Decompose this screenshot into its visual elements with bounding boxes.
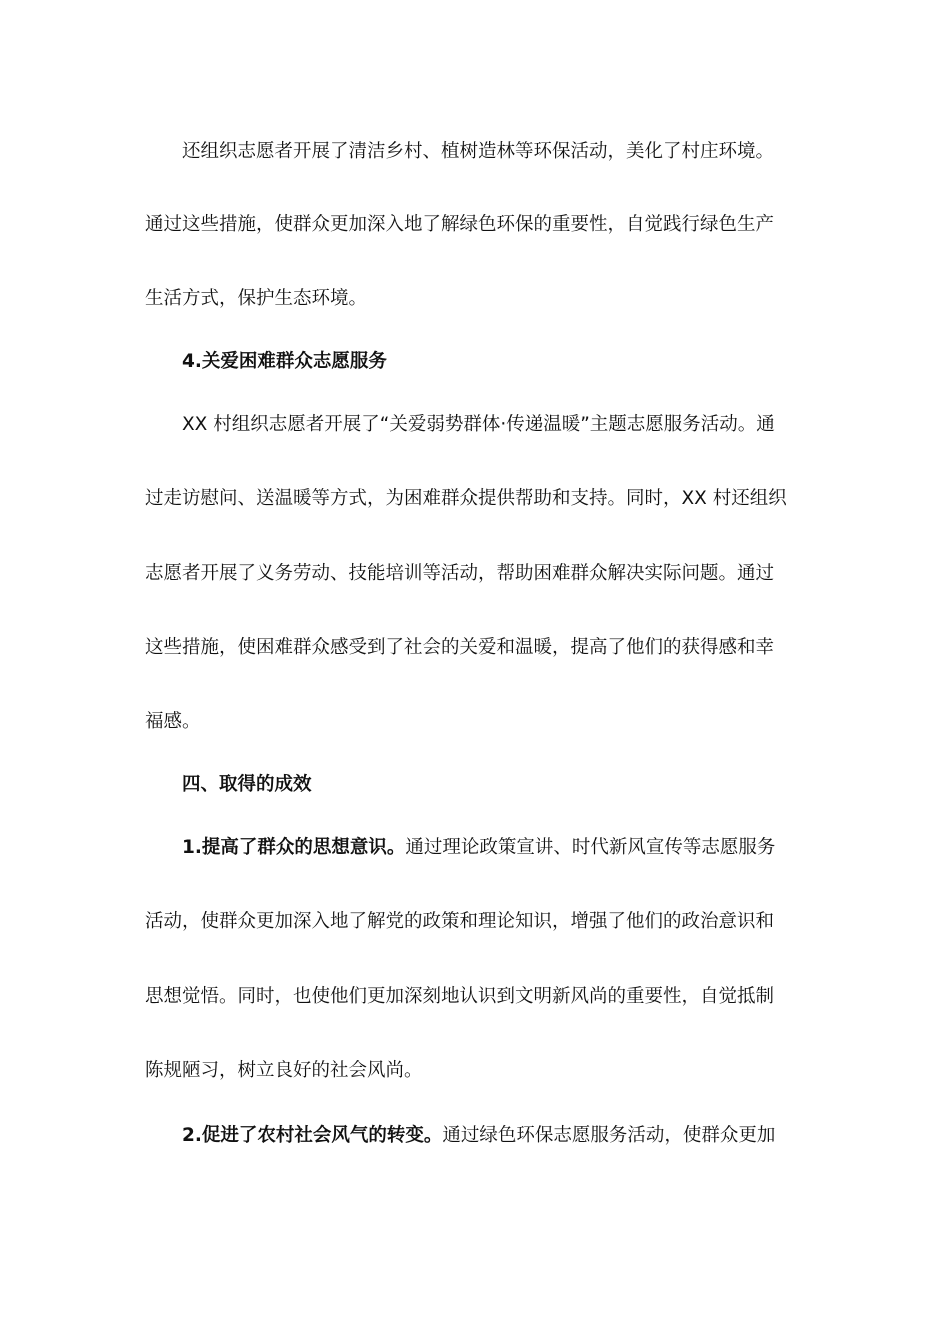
lead-phrase: 2.促进了农村社会风气的转变。 <box>182 1125 443 1146</box>
paragraph-line: 通过这些措施，使群众更加深入地了解绿色环保的重要性，自觉践行绿色生产 <box>145 214 775 235</box>
paragraph-line: 志愿者开展了义务劳动、技能培训等活动，帮助困难群众解决实际问题。通过 <box>145 563 775 584</box>
paragraph-line: 还组织志愿者开展了清洁乡村、植树造林等环保活动，美化了村庄环境。 <box>182 141 775 162</box>
paragraph-line <box>182 1124 810 1150</box>
line-text: 通过理论政策宣讲、时代新风宣传等志愿服务 <box>405 837 776 858</box>
paragraph-line: 福感。 <box>145 711 201 732</box>
paragraph-line: 思想觉悟。同时，也使他们更加深刻地认识到文明新风尚的重要性，自觉抵制 <box>145 986 775 1007</box>
lead-phrase: 1.提高了群众的思想意识。 <box>182 837 406 858</box>
section-heading: 4.关爱困难群众志愿服务 <box>182 351 387 372</box>
paragraph-line: 过走访慰问、送温暖等方式，为困难群众提供帮助和支持。同时，XX 村还组织 <box>145 488 787 509</box>
paragraph-line: XX 村组织志愿者开展了“关爱弱势群体·传递温暖”主题志愿服务活动。通 <box>182 414 775 435</box>
paragraph-line <box>182 836 810 862</box>
paragraph-line: 活动，使群众更加深入地了解党的政策和理论知识，增强了他们的政治意识和 <box>145 911 775 932</box>
paragraph-line: 生活方式，保护生态环境。 <box>145 288 368 309</box>
line-text: 通过绿色环保志愿服务活动，使群众更加 <box>442 1125 776 1146</box>
paragraph-line: 陈规陋习，树立良好的社会风尚。 <box>145 1060 423 1081</box>
paragraph-line: 这些措施，使困难群众感受到了社会的关爱和温暖，提高了他们的获得感和幸 <box>145 637 775 658</box>
section-heading: 四、取得的成效 <box>182 774 312 795</box>
